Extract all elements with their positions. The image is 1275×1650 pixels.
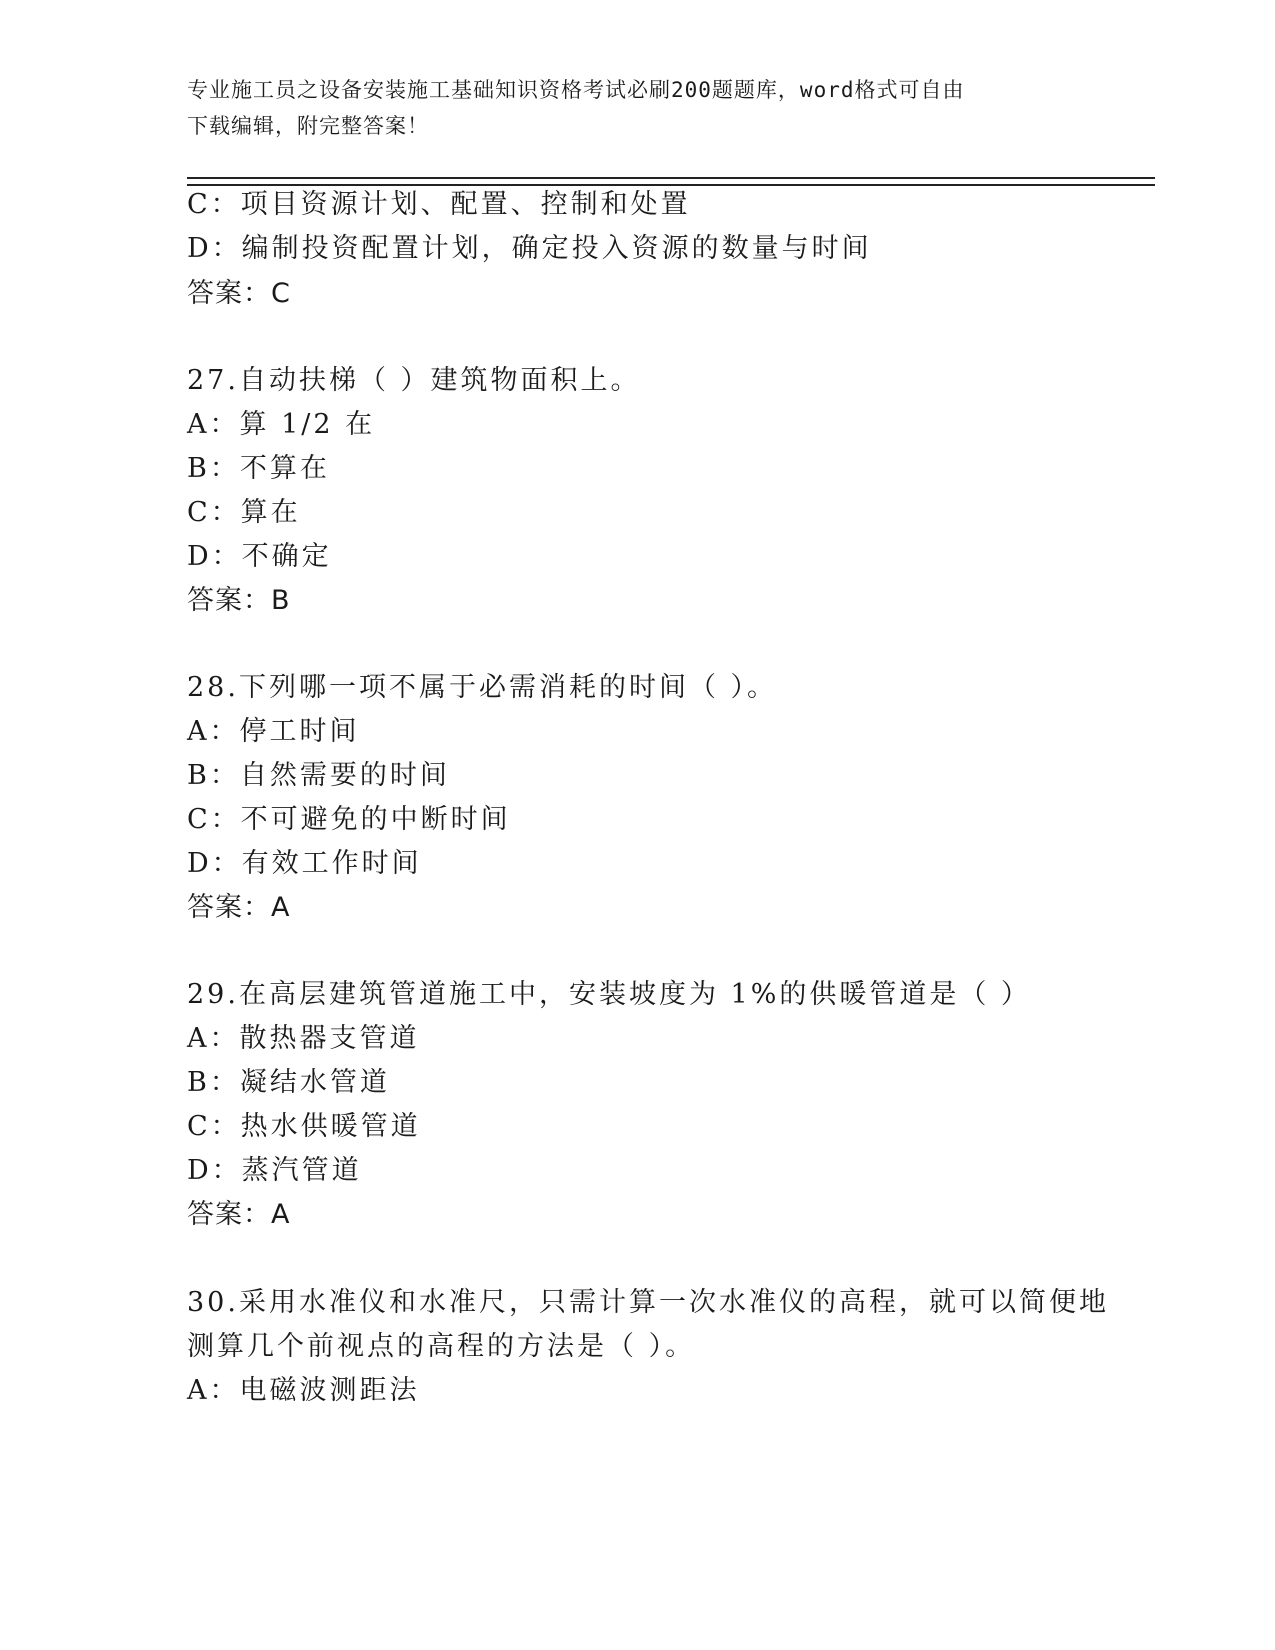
option-d: D：蒸汽管道 <box>187 1155 362 1186</box>
option-a: A：算 1/2 在 <box>187 409 376 440</box>
option-a: A：散热器支管道 <box>187 1023 420 1054</box>
question-stem-line-2: 测算几个前视点的高程的方法是（ ）。 <box>187 1331 696 1362</box>
option-d: D：编制投资配置计划，确定投入资源的数量与时间 <box>187 233 872 264</box>
question-stem: 28.下列哪一项不属于必需消耗的时间（ ）。 <box>187 672 778 703</box>
header-line-2: 下载编辑，附完整答案！ <box>187 114 429 138</box>
answer: 答案：A <box>187 892 291 923</box>
option-b: B：自然需要的时间 <box>187 760 450 791</box>
question-stem: 27.自动扶梯（ ）建筑物面积上。 <box>187 365 641 396</box>
answer: 答案：C <box>187 278 291 309</box>
option-b: B：凝结水管道 <box>187 1067 390 1098</box>
option-c: C：不可避免的中断时间 <box>187 804 511 835</box>
option-c: C：算在 <box>187 497 301 528</box>
option-c: C：项目资源计划、配置、控制和处置 <box>187 189 691 220</box>
document-header <box>187 72 1067 144</box>
question-stem: 29.在高层建筑管道施工中，安装坡度为 1%的供暖管道是（ ） <box>187 979 1031 1010</box>
answer: 答案：A <box>187 1199 291 1230</box>
option-d: D：有效工作时间 <box>187 848 422 879</box>
option-c: C：热水供暖管道 <box>187 1111 421 1142</box>
header-line-1: 专业施工员之设备安装施工基础知识资格考试必刷200题题库，word格式可自由 <box>187 78 965 102</box>
option-b: B：不算在 <box>187 453 330 484</box>
header-divider-top <box>187 177 1155 179</box>
option-a: A：电磁波测距法 <box>187 1375 420 1406</box>
question-stem-line-1: 30.采用水准仪和水准尺，只需计算一次水准仪的高程，就可以简便地 <box>187 1287 1109 1318</box>
option-a: A：停工时间 <box>187 716 360 747</box>
answer: 答案：B <box>187 585 291 616</box>
option-d: D：不确定 <box>187 541 332 572</box>
